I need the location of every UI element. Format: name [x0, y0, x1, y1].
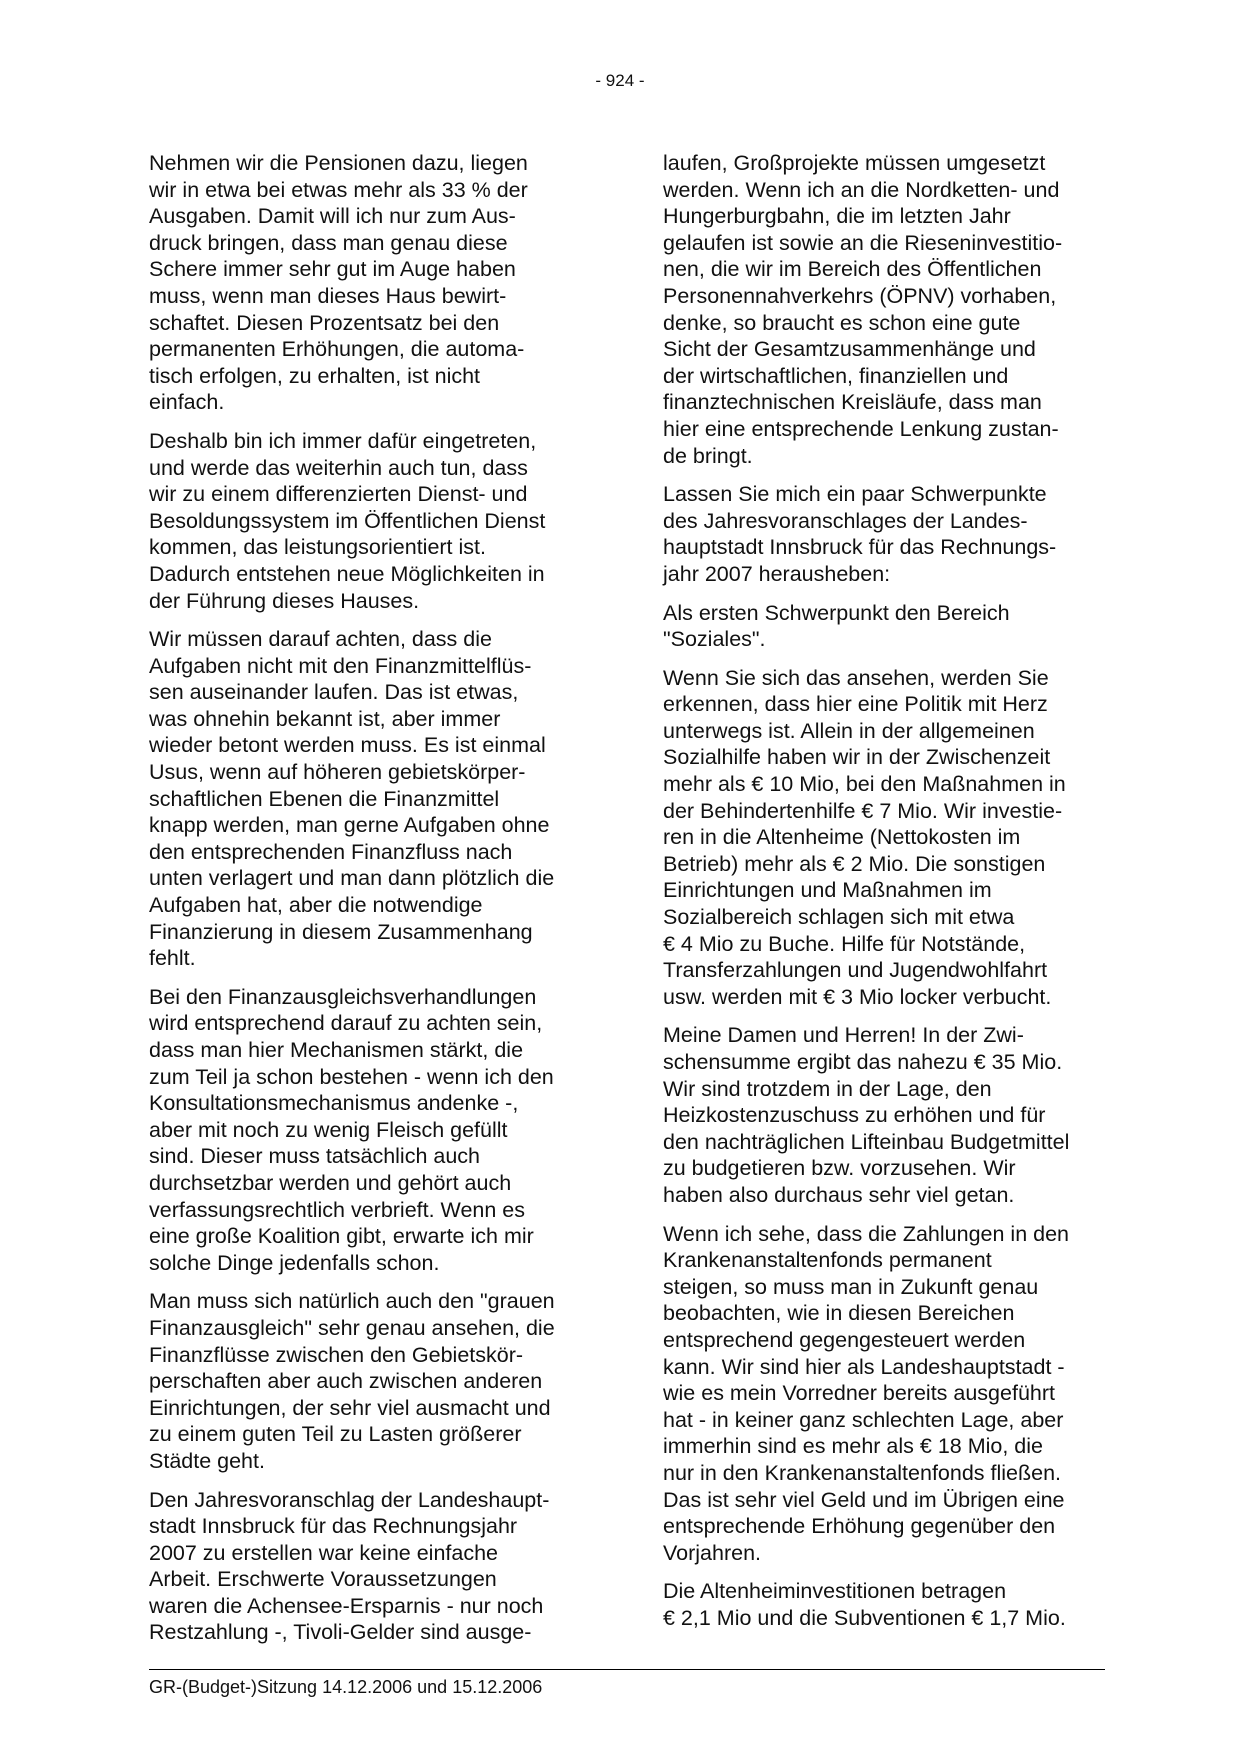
left-column — [149, 150, 589, 1658]
page-number: - 924 - — [595, 71, 645, 90]
paragraph: Den Jahresvoranschlag der Landeshaupt- stadt Innsbruck für das Rechnungsjahr 2007 zu erstellen war keine einfache Arbeit. Erschwerte Voraussetzungen waren die Achensee-Ersparnis - nur noch Restzahlung -, Tivoli-Gelder sind ausge- — [149, 1487, 550, 1645]
paragraph: Bei den Finanzausgleichsverhandlungen wird entsprechend darauf zu achten sein, dass man hier Mechanismen stärkt, die zum Teil ja schon bestehen - wenn ich den Konsultationsmechanismus andenke -, aber mit noch zu wenig Fleisch gefüllt sind. Dieser muss tatsächlich auch durchsetzbar werden und gehört auch verfassungsrechtlich verbrieft. Wenn es eine große Koalition gibt, erwarte ich mir solche Dinge jedenfalls schon. — [149, 984, 554, 1275]
paragraph: Meine Damen und Herren! In der Zwi- schensumme ergibt das nahezu € 35 Mio. Wir sind trotzdem in der Lage, den Heizkostenzuschuss zu erhöhen und für den nachträglichen Lifteinbau Budgetmittel zu budgetieren bzw. vorzusehen. Wir haben also durchaus sehr viel getan. — [663, 1023, 1070, 1207]
paragraph: Die Altenheiminvestitionen betragen € 2,1 Mio und die Subventionen € 1,7 Mio. — [663, 1579, 1066, 1630]
right-column — [663, 150, 1103, 1643]
paragraph: Wir müssen darauf achten, dass die Aufgaben nicht mit den Finanzmittelflüs- sen auseinander laufen. Das ist etwas, was ohnehin bekannt ist, aber immer wieder betont werden muss. Es ist einmal Usus, wenn auf höheren gebietskörper- schaftlichen Ebenen die Finanzmittel knapp werden, man gerne Aufgaben ohne den entsprechenden Finanzfluss nach unten verlagert und man dann plötzlich die Aufgaben hat, aber die notwendige Finanzierung in diesem Zusammenhang fehlt. — [149, 627, 555, 971]
paragraph: Wenn Sie sich das ansehen, werden Sie erkennen, dass hier eine Politik mit Herz unterwegs ist. Allein in der allgemeinen Sozialhilfe haben wir in der Zwischenzeit mehr als € 10 Mio, bei den Maßnahmen in der Behindertenhilfe € 7 Mio. Wir investie- ren in die Altenheime (Nettokosten im Betrieb) mehr als € 2 Mio. Die sonstigen Einrichtungen und Maßnahmen im Sozialbereich schlagen sich mit etwa € 4 Mio zu Buche. Hilfe für Notstände, Transferzahlungen und Jugendwohlfahrt usw. werden mit € 3 Mio locker verbucht. — [663, 665, 1066, 1009]
paragraph: Wenn ich sehe, dass die Zahlungen in den Krankenanstaltenfonds permanent steigen, so muss man in Zukunft genau beobachten, wie in diesen Bereichen entsprechend gegengesteuert werden kann. Wir sind hier als Landeshauptstadt - wie es mein Vorredner bereits ausgeführt hat - in keiner ganz schlechten Lage, aber immerhin sind es mehr als € 18 Mio, die nur in den Krankenanstaltenfonds fließen. Das ist sehr viel Geld und im Übrigen eine entsprechende Erhöhung gegenüber den Vorjahren. — [663, 1221, 1069, 1565]
paragraph: Lassen Sie mich ein paar Schwerpunkte des Jahresvoranschlages der Landes- hauptstadt Innsbruck für das Rechnungs- jahr 2007 herausheben: — [663, 482, 1057, 586]
footer-rule — [149, 1669, 1105, 1670]
footer-text: GR-(Budget-)Sitzung 14.12.2006 und 15.12.2006 — [149, 1677, 543, 1697]
paragraph: Man muss sich natürlich auch den "grauen Finanzausgleich" sehr genau ansehen, die Finanzflüsse zwischen den Gebietskör- perschaften aber auch zwischen anderen Einrichtungen, der sehr viel ausmacht und zu einem guten Teil zu Lasten größerer Städte geht. — [149, 1289, 555, 1473]
paragraph: Nehmen wir die Pensionen dazu, liegen wir in etwa bei etwas mehr als 33 % der Ausgaben. Damit will ich nur zum Aus- druck bringen, dass man genau diese Schere immer sehr gut im Auge haben muss, wenn man dieses Haus bewirt- schaftet. Diesen Prozentsatz bei den permanenten Erhöhungen, die automa- tisch erfolgen, zu erhalten, ist nicht einfach. — [149, 151, 528, 415]
paragraph: laufen, Großprojekte müssen umgesetzt werden. Wenn ich an die Nordketten- und Hungerburgbahn, die im letzten Jahr gelaufen ist sowie an die Rieseninvestitio- nen, die wir im Bereich des Öffentlichen Personennahverkehrs (ÖPNV) vorhaben, denke, so braucht es schon eine gute Sicht der Gesamtzusammenhänge und der wirtschaftlichen, finanziellen und finanztechnischen Kreisläufe, dass man hier eine entsprechende Lenkung zustan- de bringt. — [663, 151, 1063, 468]
paragraph: Als ersten Schwerpunkt den Bereich "Soziales". — [663, 600, 1010, 652]
paragraph: Deshalb bin ich immer dafür eingetreten, und werde das weiterhin auch tun, dass wir zu einem differenzierten Dienst- und Besoldungssystem im Öffentlichen Dienst kommen, das leistungsorientiert ist. Dadurch entstehen neue Möglichkeiten in der Führung dieses Hauses. — [149, 428, 546, 613]
